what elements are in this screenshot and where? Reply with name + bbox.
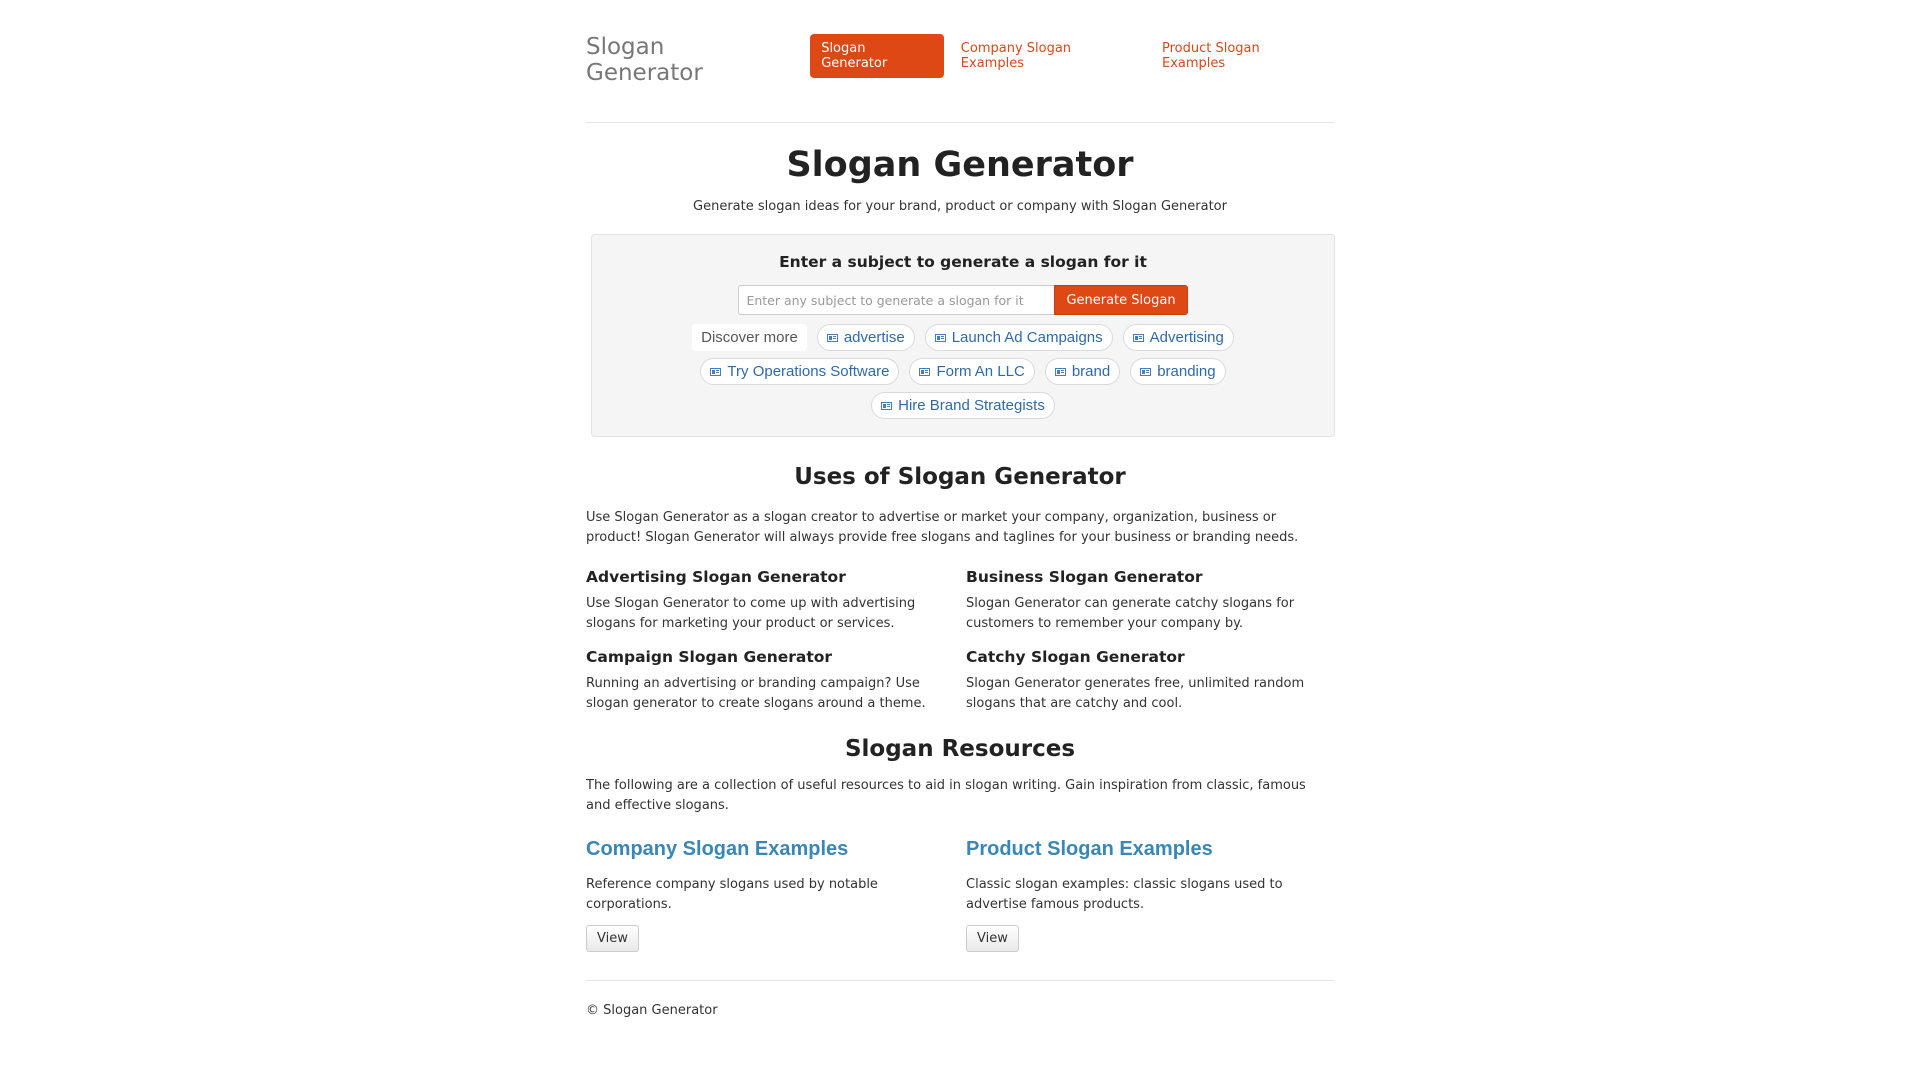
use-item-text: Running an advertising or branding campaign? Use slogan generator to create slogans around a theme. (586, 676, 926, 711)
use-item-title: Catchy Slogan Generator (966, 648, 1185, 666)
generate-slogan-button[interactable]: Generate Slogan (1054, 285, 1187, 315)
ad-icon (1055, 368, 1066, 376)
nav-product-slogan-examples[interactable]: Product Slogan Examples (1161, 41, 1260, 71)
resource-item (966, 838, 1334, 952)
chip-row (592, 392, 1334, 419)
use-item (966, 648, 1334, 714)
discover-more-label: Discover more (692, 324, 807, 351)
use-item-title: Campaign Slogan Generator (586, 648, 833, 666)
chip-row (592, 324, 1334, 351)
resource-text: Classic slogan examples: classic slogans used to advertise famous products. (966, 877, 1283, 912)
ad-icon (1133, 334, 1144, 342)
uses-grid (586, 568, 1334, 714)
chip-label: brand (1071, 363, 1111, 380)
hero (586, 123, 1334, 214)
use-item (966, 568, 1334, 634)
chip-advertise[interactable] (817, 324, 915, 351)
chip-label: Try Operations Software (727, 363, 890, 380)
chip-label: advertise (843, 329, 905, 346)
resource-item (586, 838, 966, 952)
chip-label: Form An LLC (936, 363, 1025, 380)
uses-intro: Use Slogan Generator as a slogan creator to advertise or market your company, organization, business or product! Slogan Generator will always provide free slogans and taglines for your business or branding needs. (586, 510, 1299, 545)
chip-row (592, 358, 1334, 385)
ad-icon (710, 368, 721, 376)
use-item (586, 648, 966, 714)
site-header (586, 0, 1334, 123)
use-item-text: Use Slogan Generator to come up with advertising slogans for marketing your product or services. (586, 596, 916, 631)
chip-launch-ad-campaigns[interactable] (925, 324, 1113, 351)
resource-title-product[interactable]: Product Slogan Examples (966, 838, 1213, 860)
page-container (586, 0, 1334, 1018)
nav-slogan-generator[interactable]: Slogan Generator (810, 34, 944, 78)
resources-grid (586, 838, 1334, 952)
chip-advertising[interactable] (1123, 324, 1234, 351)
site-footer (586, 980, 1334, 1018)
use-item-text: Slogan Generator can generate catchy slogans for customers to remember your company by. (966, 596, 1295, 631)
chip-brand[interactable] (1045, 358, 1120, 385)
view-product-button[interactable]: View (966, 925, 1019, 952)
resource-text: Reference company slogans used by notable corporations. (586, 877, 878, 912)
chip-label: Hire Brand Strategists (898, 397, 1045, 414)
discover-more (592, 324, 1334, 419)
ad-icon (935, 334, 946, 342)
ad-icon (1140, 368, 1151, 376)
generator-form (592, 285, 1334, 315)
ad-icon (827, 334, 838, 342)
site-brand[interactable]: Slogan Generator (586, 34, 703, 86)
use-item-text: Slogan Generator generates free, unlimited random slogans that are catchy and cool. (966, 676, 1305, 711)
use-item (586, 568, 966, 634)
resource-title-company[interactable]: Company Slogan Examples (586, 838, 849, 860)
view-company-button[interactable]: View (586, 925, 639, 952)
ad-icon (919, 368, 930, 376)
chip-try-operations-software[interactable] (700, 358, 899, 385)
main-nav (810, 34, 1334, 78)
footer-copyright: © Slogan Generator (586, 1003, 718, 1018)
chip-hire-brand-strategists[interactable] (871, 392, 1055, 419)
uses-title: Uses of Slogan Generator (794, 464, 1126, 490)
page-title: Slogan Generator (786, 145, 1134, 185)
generator-panel (591, 234, 1335, 437)
chip-branding[interactable] (1130, 358, 1225, 385)
ad-icon (881, 402, 892, 410)
generator-heading: Enter a subject to generate a slogan for it (779, 253, 1147, 271)
chip-label: Advertising (1149, 329, 1224, 346)
page-lead: Generate slogan ideas for your brand, product or company with Slogan Generator (693, 199, 1227, 214)
resources-title: Slogan Resources (844, 736, 1076, 762)
subject-input[interactable] (738, 285, 1054, 315)
chip-label: branding (1157, 363, 1216, 380)
nav-company-slogan-examples[interactable]: Company Slogan Examples (960, 41, 1072, 71)
use-item-title: Business Slogan Generator (966, 568, 1203, 586)
resources-intro: The following are a collection of useful resources to aid in slogan writing. Gain inspiration from classic, famous and effective slogans. (586, 778, 1306, 813)
use-item-title: Advertising Slogan Generator (586, 568, 846, 586)
chip-form-an-llc[interactable] (909, 358, 1034, 385)
chip-label: Launch Ad Campaigns (951, 329, 1103, 346)
